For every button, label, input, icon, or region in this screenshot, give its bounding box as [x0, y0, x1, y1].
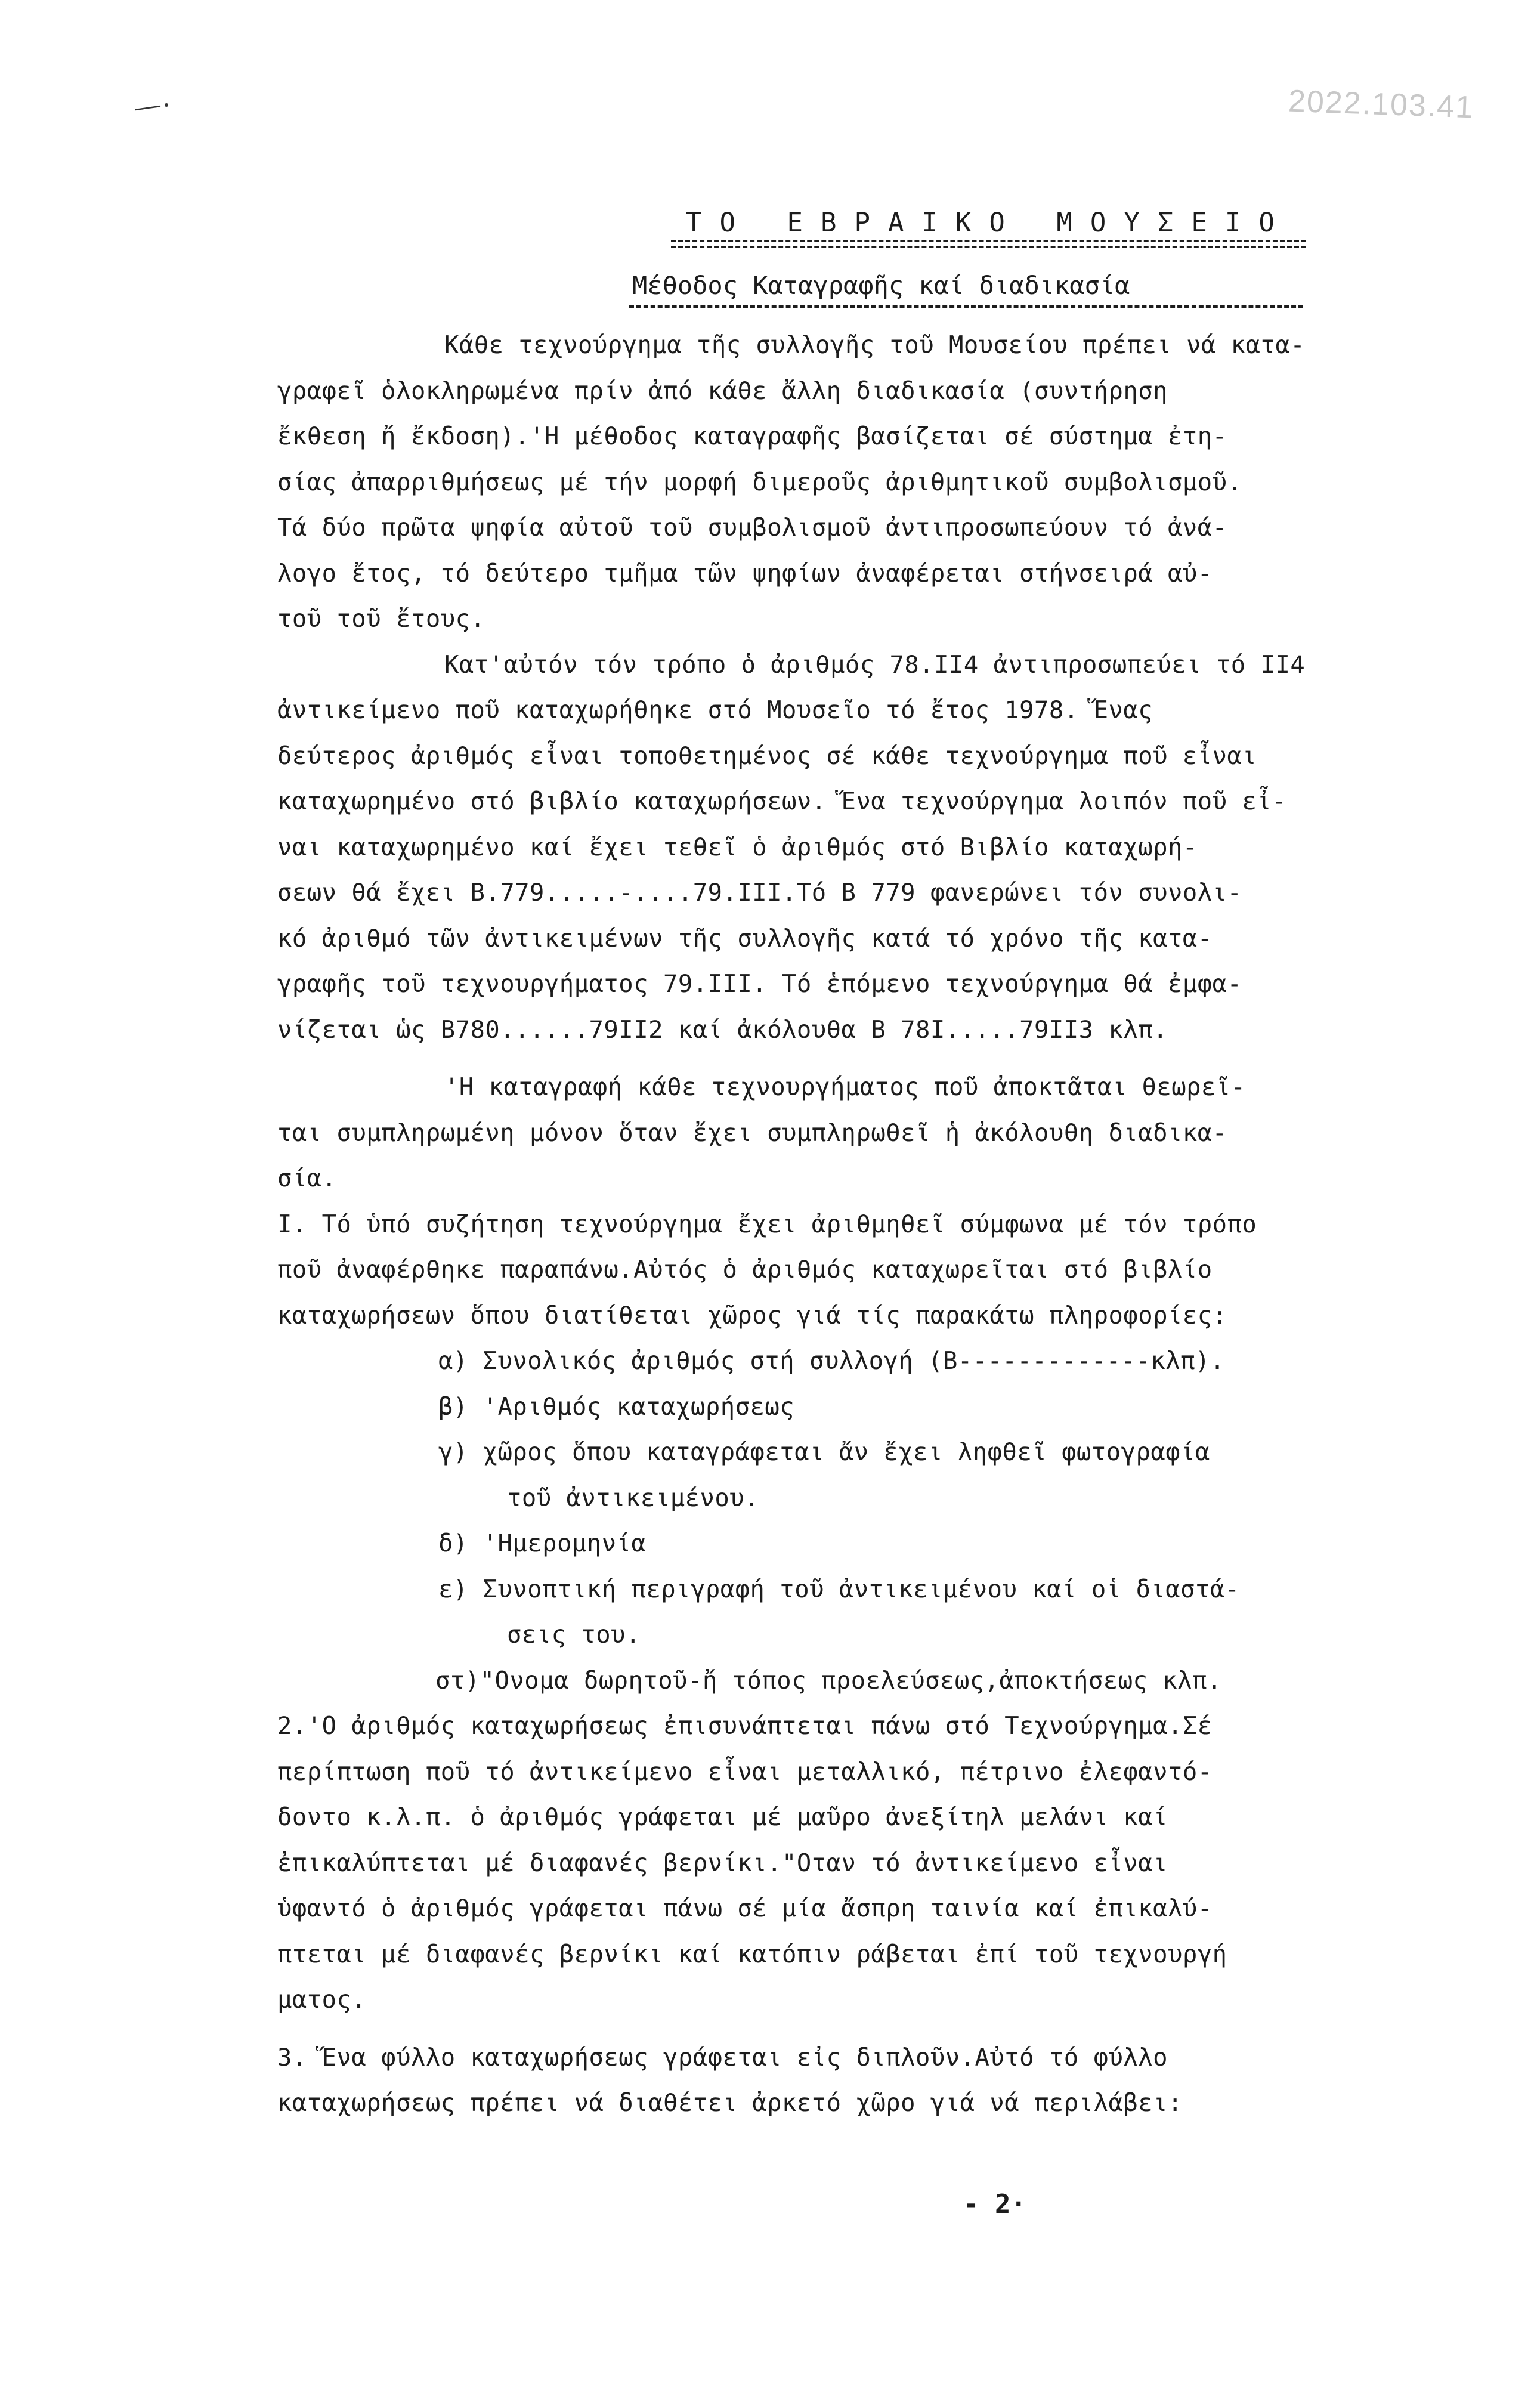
subtitle-underline	[629, 305, 1303, 308]
sublist-item-d: δ) 'Ημερομηνία	[438, 1529, 647, 1557]
paragraph-gap	[277, 1052, 1458, 1064]
text-line: τοῦ τοῦ ἔτους.	[277, 604, 485, 633]
text-line: καταχωρήσεων ὅπου διατίθεται χῶρος γιά τίς παρακάτω πληροφορίες:	[277, 1300, 1227, 1330]
text-line: σίας ἀπαρριθμήσεως μέ τήν μορφή διμεροῦς ἀριθμητικοῦ συμβολισμοῦ.	[277, 467, 1242, 496]
paragraph-3	[277, 1064, 1458, 1201]
pen-mark	[134, 101, 170, 113]
sublist-item-c: γ) χῶρος ὅπου καταγράφεται ἄν ἔχει ληφθεῖ φωτογραφία	[438, 1438, 1210, 1466]
numbered-item-1	[277, 1201, 1458, 1339]
document-body	[277, 322, 1458, 2126]
text-line: 3. Ἕνα φύλλο καταχωρήσεως γράφεται εἰς διπλοῦν.Αὐτό τό φύλλο	[277, 2042, 1168, 2072]
numbered-item-2	[277, 1703, 1458, 2023]
paragraph-1	[277, 322, 1458, 642]
text-line: ναι καταχωρημένο καί ἔχει τεθεῖ ὁ ἀριθμός στό Βιβλίο καταχωρή-	[277, 832, 1198, 861]
sublist-item-c-continued: τοῦ ἀντικειμένου.	[507, 1483, 760, 1512]
text-line: ἔκθεση ἤ ἔκδοση).'Η μέθοδος καταγραφῆς βασίζεται σέ σύστημα ἐτη-	[277, 422, 1227, 450]
sublist-item-b: β) 'Αριθμός καταχωρήσεως	[438, 1392, 795, 1421]
text-line: λογο ἔτος, τό δεύτερο τμῆμα τῶν ψηφίων ἀναφέρεται στήνσειρά αὐ-	[277, 558, 1213, 588]
text-line: 2.'Ο ἀριθμός καταχωρήσεως ἐπισυνάπτεται πάνω στό Τεχνούργημα.Σέ	[277, 1711, 1213, 1740]
text-line: Κατ'αὐτόν τόν τρόπο ὁ ἀριθμός 78.ΙΙ4 ἀντιπροσωπεύει τό ΙΙ4	[444, 650, 1306, 679]
text-line: ἐπικαλύπτεται μέ διαφανές βερνίκι."Οταν τό ἀντικείμενο εἶναι	[277, 1848, 1168, 1877]
text-line: ματος.	[277, 1985, 367, 2014]
text-line: νίζεται ὡς Β780......79ΙΙ2 καί ἀκόλουθα Β 78Ι.....79ΙΙ3 κλπ.	[277, 1015, 1168, 1044]
text-line: καταχωρήσεως πρέπει νά διαθέτει ἀρκετό χῶρο γιά νά περιλάβει:	[277, 2088, 1183, 2117]
paragraph-2	[277, 642, 1458, 1053]
paragraph-gap	[277, 2023, 1458, 2035]
sublist-item-a: α) Συνολικός ἀριθμός στή συλλογή (Β-------------κλπ).	[438, 1346, 1225, 1375]
text-line: σεων θά ἔχει Β.779.....-....79.ΙΙΙ.Τό Β 779 φανερώνει τόν συνολι-	[277, 878, 1242, 907]
text-line: Κάθε τεχνούργημα τῆς συλλογῆς τοῦ Μουσείου πρέπει νά κατα-	[444, 330, 1306, 359]
text-line: γραφῆς τοῦ τεχνουργήματος 79.ΙΙΙ. Τό ἑπόμενο τεχνούργημα θά ἐμφα-	[277, 969, 1242, 998]
page-number: - 2·	[963, 2189, 1026, 2220]
text-line: δεύτερος ἀριθμός εἶναι τοποθετημένος σέ κάθε τεχνούργημα ποῦ εἶναι	[277, 741, 1257, 770]
title-underline	[671, 240, 1306, 242]
text-line: κό ἀριθμό τῶν ἀντικειμένων τῆς συλλογῆς κατά τό χρόνο τῆς κατα-	[277, 923, 1213, 953]
text-line: ται συμπληρωμένη μόνον ὅταν ἔχει συμπληρωθεῖ ἡ ἀκόλουθη διαδικα-	[277, 1118, 1227, 1147]
numbered-item-3	[277, 2035, 1458, 2126]
text-line: καταχωρημένο στό βιβλίο καταχωρήσεων. Ἕνα τεχνούργημα λοιπόν ποῦ εἶ-	[277, 787, 1287, 815]
sublist-item-e: ε) Συνοπτική περιγραφή τοῦ ἀντικειμένου καί οἱ διαστά-	[438, 1574, 1240, 1603]
page-subtitle: Μέθοδος Καταγραφῆς καί διαδικασία	[632, 271, 1130, 300]
text-line: Τά δύο πρῶτα ψηφία αὐτοῦ τοῦ συμβολισμοῦ ἀντιπροσωπεύουν τό ἀνά-	[277, 513, 1227, 542]
sublist-item-e-continued: σεις του.	[507, 1620, 641, 1649]
text-line: πτεται μέ διαφανές βερνίκι καί κατόπιν ράβεται ἐπί τοῦ τεχνουργή	[277, 1939, 1227, 1968]
title-double-underline	[671, 246, 1306, 248]
sublist-item-st: στ)"Ονομα δωρητοῦ-ἤ τόπος προελεύσεως,ἀποκτήσεως κλπ.	[435, 1665, 1222, 1695]
text-line: ἀντικείμενο ποῦ καταχωρήθηκε στό Μουσεῖο τό ἔτος 1978. Ἕνας	[277, 695, 1153, 724]
text-line: ὑφαντό ὁ ἀριθμός γράφεται πάνω σέ μία ἄσπρη ταινία καί ἐπικαλύ-	[277, 1894, 1213, 1922]
archive-number-stamp: 2022.103.41	[1288, 84, 1475, 125]
text-line: δοντο κ.λ.π. ὁ ἀριθμός γράφεται μέ μαῦρο ἀνεξίτηλ μελάνι καί	[277, 1803, 1168, 1831]
text-line: ποῦ ἀναφέρθηκε παραπάνω.Αὐτός ὁ ἀριθμός καταχωρεῖται στό βιβλίο	[277, 1255, 1213, 1284]
sublist	[277, 1338, 1458, 1703]
text-line: Ι. Τό ὑπό συζήτηση τεχνούργημα ἔχει ἀριθμηθεῖ σύμφωνα μέ τόν τρόπο	[277, 1209, 1257, 1238]
page-title: ΤΟ ΕΒΡΑΙΚΟ ΜΟΥΣΕΙΟ	[686, 208, 1292, 238]
text-line: 'Η καταγραφή κάθε τεχνουργήματος ποῦ ἀποκτᾶται θεωρεῖ-	[444, 1072, 1246, 1101]
text-line: γραφεῖ ὁλοκληρωμένα πρίν ἀπό κάθε ἄλλη διαδικασία (συντήρηση	[277, 376, 1168, 405]
text-line: περίπτωση ποῦ τό ἀντικείμενο εἶναι μεταλλικό, πέτρινο ἐλεφαντό-	[277, 1757, 1213, 1786]
text-line: σία.	[277, 1164, 337, 1192]
